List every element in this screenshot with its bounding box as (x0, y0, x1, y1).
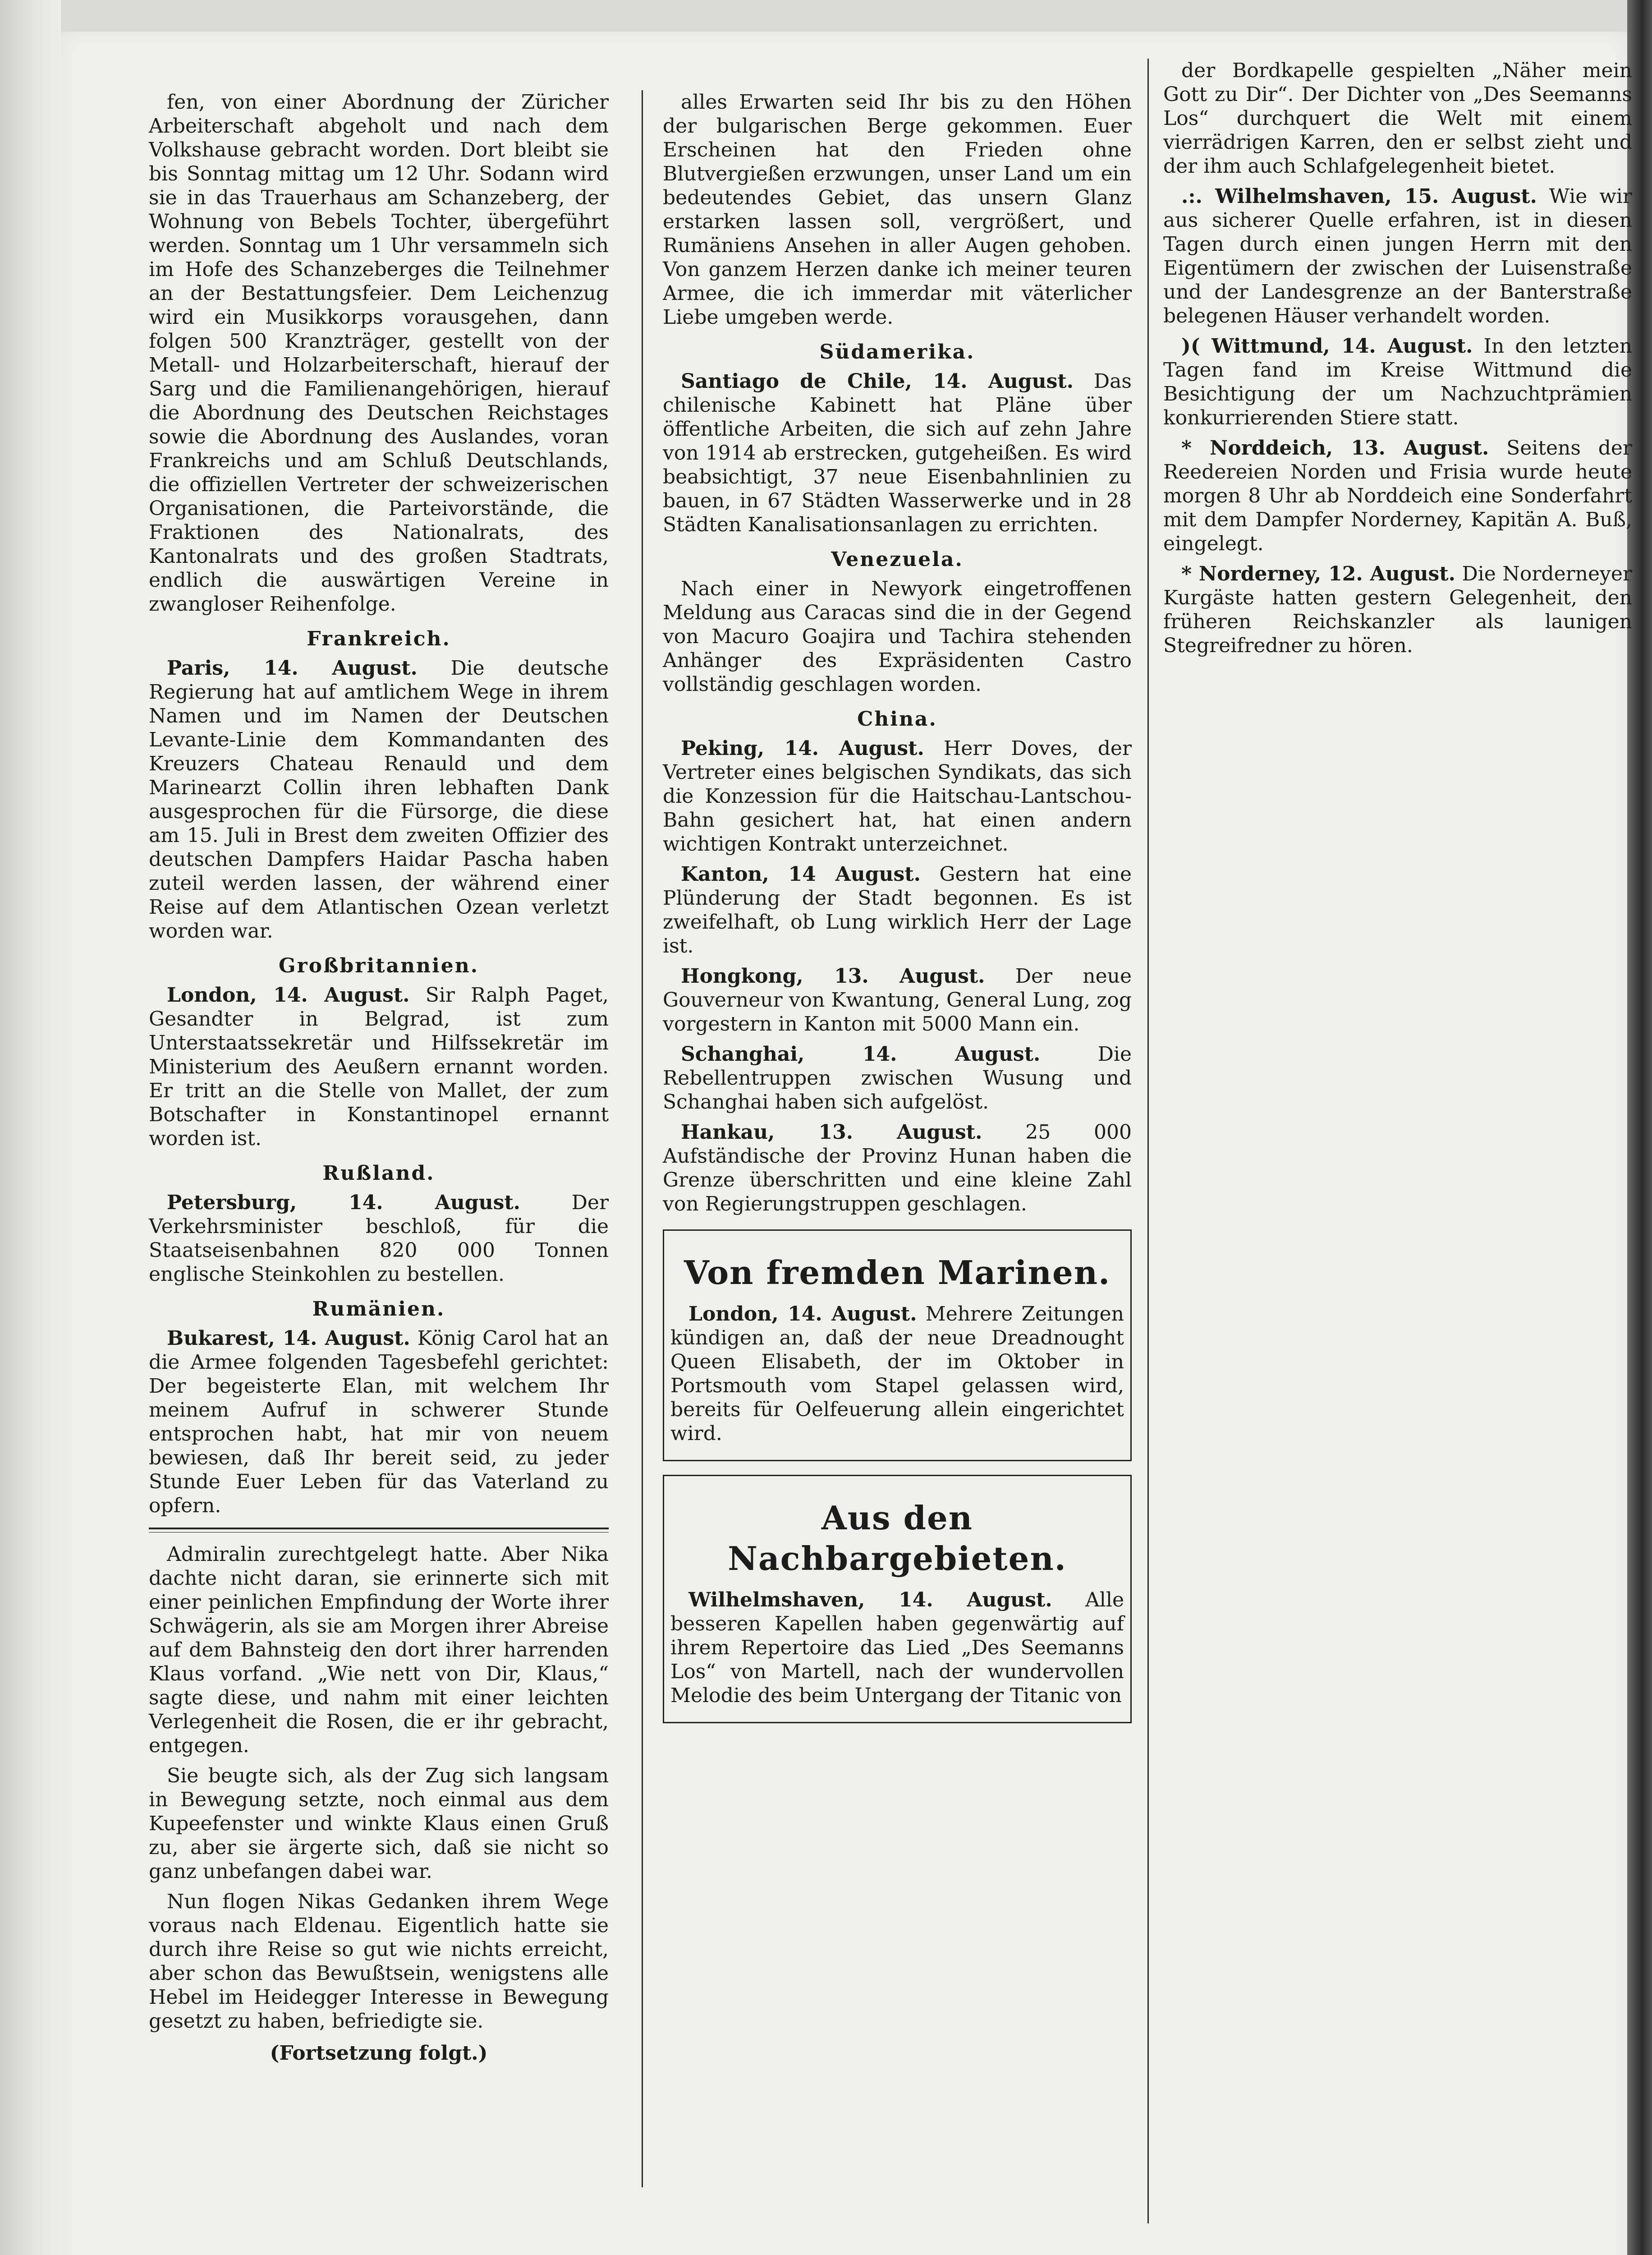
continued-note: (Fortsetzung folgt.) (270, 2042, 488, 2065)
heading-marine: Von fremden Marinen. (684, 1253, 1111, 1292)
text-wittmund: In den letzten Tagen fand im Kreise Wittmund die Besichtigung der um Nachzuchtprämien konkurrierenden Stiere statt. (1163, 335, 1632, 429)
scan-margin-left (0, 0, 61, 2255)
text-santiago: Das chilenische Kabinett hat Pläne über öffentliche Arbeiten, die sich auf zehn Jahre von 1914 ab erstrecken, gutgeheißen. Es wird beabsichtigt, 37 neue Eisenbahnlinien zu bauen, in 67 Städten Wasserwerke und in 28 Städten Kanalisationsanlagen zu errichten. (663, 370, 1132, 536)
article-schanghai (663, 1042, 1132, 1114)
heading-romania: Rumänien. (312, 1298, 445, 1321)
column-2 (663, 90, 1132, 2210)
text-wilhelmshaven: Alle besseren Kapellen haben gegenwärtig auf ihrem Repertoire das Lied „Des Seemanns Los“ von Martell, nach der wundervollen Melodie des beim Untergang der Titanic von (670, 1588, 1124, 1707)
article-norddeich (1163, 436, 1632, 556)
article-santiago (663, 369, 1132, 537)
heading-france: Frankreich. (307, 627, 451, 650)
text-norddeich: Seitens der Reedereien Norden und Frisia wurde heute morgen 8 Uhr ab Norddeich eine Sonderfahrt mit dem Dampfer Norderney, Kapitän A. Buß, eingelegt. (1163, 437, 1632, 555)
dateline-wilhelmshaven-2: .:. Wilhelmshaven, 15. August. (1181, 185, 1537, 208)
lead-paragraph: der Bordkapelle gespielten „Näher mein Gott zu Dir“. Der Dichter von „Des Seemanns Los“ durchquert die Welt mit einem vierrädrigen Karren, den er selbst zieht und der ihm auch Schlafgelegenheit bietet. (1163, 59, 1632, 178)
text-london: Sir Ralph Paget, Gesandter in Belgrad, ist zum Unterstaatssekretär und Hilfssekretär im Ministerium des Aeußern ernannt worden. Er tritt an die Stelle von Mallet, der zum Botschafter in Konstantinopel ernannt worden ist. (149, 984, 609, 1150)
text-petersburg: Der Verkehrsminister beschloß, für die Staatseisenbahnen 820 000 Tonnen englische Steinkohlen zu bestellen. (149, 1191, 609, 1286)
dateline-norderney: * Norderney, 12. August. (1181, 562, 1455, 585)
column-rule (642, 90, 643, 2187)
lead-paragraph: alles Erwarten seid Ihr bis zu den Höhen der bulgarischen Berge gekommen. Euer Erscheinen hat den Frieden ohne Blutvergießen erzwungen, unser Land um ein bedeutendes Gebiet, das unsern Glanz erstarken lassen soll, vergrößert, und Rumäniens Ansehen in aller Augen gehoben. Von ganzem Herzen danke ich meiner teuren Armee, die ich immerdar mit väterlicher Liebe umgeben werde. (663, 91, 1132, 329)
article-wittmund (1163, 334, 1632, 430)
article-norderney (1163, 562, 1632, 658)
article-hongkong (663, 964, 1132, 1036)
article-marine (670, 1302, 1124, 1445)
dateline-schanghai: Schanghai, 14. August. (681, 1043, 1041, 1066)
text-hongkong: Der neue Gouverneur von Kwantung, General Lung, zog vorgestern in Kanton mit 5000 Mann ein. (663, 965, 1132, 1035)
text-peking: Herr Doves, der Vertreter eines belgischen Syndikats, das sich die Konzession für die Haitschau-Lantschou-Bahn gesichert hat, hat einen andern wichtigen Kontrakt unterzeichnet. (663, 737, 1132, 856)
dateline-marine: London, 14. August. (688, 1302, 917, 1325)
dateline-petersburg: Petersburg, 14. August. (167, 1191, 520, 1214)
newspaper-page (61, 32, 1632, 2255)
heading-south-america: Südamerika. (819, 341, 975, 364)
article-london (149, 983, 609, 1151)
dateline-wilhelmshaven: Wilhelmshaven, 14. August. (688, 1588, 1052, 1611)
article-wilhelmshaven (670, 1588, 1124, 1707)
text-bukarest: König Carol hat an die Armee folgenden Tagesbefehl gerichtet: Der begeisterte Elan, mit welchem Ihr meinem Aufruf in schwerer Stunde entsprochen habt, hat mir von neuem bewiesen, daß Ihr bereit seid, zu jeder Stunde Euer Leben für das Vaterland zu opfern. (149, 1327, 609, 1517)
text-hankau: 25 000 Aufständische der Provinz Hunan haben die Grenze überschritten und eine kleine Zahl von Regierungstruppen geschlagen. (663, 1121, 1132, 1215)
nachbar-box (663, 1475, 1132, 1723)
dateline-norddeich: * Norddeich, 13. August. (1181, 437, 1489, 460)
dateline-hongkong: Hongkong, 13. August. (681, 965, 985, 988)
dateline-paris: Paris, 14. August. (167, 657, 418, 680)
heading-nachbargebiete: Aus den Nachbargebieten. (728, 1499, 1067, 1578)
heading-britain: Großbritannien. (278, 954, 479, 977)
marine-box (663, 1229, 1132, 1461)
heading-russia: Rußland. (322, 1162, 435, 1185)
text-marine: Mehrere Zeitungen kündigen an, daß der neue Dreadnought Queen Elisabeth, der im Oktober in Portsmouth vom Stapel gelassen wird, bereits für Oelfeuerung allein eingerichtet wird. (670, 1302, 1124, 1445)
serial-paragraph: Admiralin zurechtgelegt hatte. Aber Nika dachte nicht daran, sie erinnerte sich mit einer peinlichen Empfindung der Worte ihrer Schwägerin, als sie am Morgen ihrer Abreise auf dem Bahnsteig den dort ihrer harrenden Klaus vorfand. „Wie nett von Dir, Klaus,“ sagte diese, und nahm mit einer leichten Verlegenheit die Rosen, die er ihr gebracht, entgegen. (149, 1543, 609, 1757)
text-paris: Die deutsche Regierung hat auf amtlichem Wege in ihrem Namen und im Namen der Deutschen Levante-Linie dem Kommandanten des Kreuzers Chateau Renauld und dem Marinearzt Collin ihren lebhaften Dank ausgesprochen für die Fürsorge, die diese am 15. Juli in Brest dem zweiten Offizier des deutschen Dampfers Haidar Pascha haben zuteil werden lassen, der während einer Reise auf dem Atlantischen Ozean verletzt worden war. (149, 657, 609, 943)
column-1 (149, 90, 609, 2219)
text-schanghai: Die Rebellentruppen zwischen Wusung und Schanghai haben sich aufgelöst. (663, 1043, 1132, 1114)
dateline-hankau: Hankau, 13. August. (681, 1121, 982, 1144)
heading-venezuela: Venezuela. (831, 548, 964, 571)
column-rule (1147, 59, 1149, 2223)
dateline-wittmund: )( Wittmund, 14. August. (1181, 335, 1473, 358)
serial-paragraph: Nun flogen Nikas Gedanken ihrem Wege voraus nach Eldenau. Eigentlich hatte sie durch ihre Reise so gut wie nichts erreicht, aber schon das Bewußtsein, wenigstens alle Hebel im Heidegger Interesse in Bewegung gesetzt zu haben, befriedigte sie. (149, 1890, 609, 2033)
article-kanton (663, 862, 1132, 958)
column-3 (1163, 59, 1632, 2255)
heading-china: China. (857, 708, 937, 731)
dateline-peking: Peking, 14. August. (681, 737, 924, 760)
dateline-santiago: Santiago de Chile, 14. August. (681, 370, 1074, 393)
article-peking (663, 736, 1132, 856)
article-venezuela: Nach einer in Newyork eingetroffenen Meldung aus Caracas sind die in der Gegend von Macuro Goajira und Tachira stehenden Anhänger des Expräsidenten Castro vollständig geschlagen worden. (663, 577, 1132, 696)
section-divider (149, 1528, 609, 1532)
article-hankau (663, 1120, 1132, 1216)
article-paris (149, 656, 609, 943)
text-wilhelmshaven-2: Wie wir aus sicherer Quelle erfahren, ist in diesen Tagen durch einen jungen Herrn mit den Eigentümern der zwischen der Luisenstraße und der Landesgrenze an der Banterstraße belegenen Häuser verhandelt worden. (1163, 185, 1632, 327)
lead-paragraph: fen, von einer Abordnung der Züricher Arbeiterschaft abgeholt und nach dem Volkshause gebracht worden. Dort bleibt sie bis Sonntag mittag um 12 Uhr. Sodann wird sie in das Trauerhaus am Schanzeberg, der Wohnung von Bebels Tochter, übergeführt werden. Sonntag um 1 Uhr versammeln sich im Hofe des Schanzeberges die Teilnehmer an der Bestattungsfeier. Dem Leichenzug wird ein Musikkorps vorausgehen, dann folgen 500 Kranzträger, gestellt von der Metall- und Holzarbeiterschaft, hierauf der Sarg und die Familienangehörigen, hierauf die Abordnung des Deutschen Reichstages sowie die Abordnung des Auslandes, voran Frankreichs und am Schluß Deutschlands, die offiziellen Vertreter der schweizerischen Organisationen, die Parteivorstände, die Fraktionen des Nationalrats, des Kantonalrats und des großen Stadtrats, endlich die auswärtigen Vereine in zwangloser Reihenfolge. (149, 91, 609, 616)
serial-paragraph: Sie beugte sich, als der Zug sich langsam in Bewegung setzte, noch einmal aus dem Kupeefenster und winkte Klaus einen Gruß zu, aber sie ärgerte sich, daß sie nicht so ganz unbefangen dabei war. (149, 1764, 609, 1883)
article-petersburg (149, 1191, 609, 1286)
text-norderney: Die Norderneyer Kurgäste hatten gestern Gelegenheit, den früheren Reichskanzler als launigen Stegreifredner zu hören. (1163, 562, 1632, 657)
article-wilhelmshaven-2 (1163, 184, 1632, 328)
dateline-kanton: Kanton, 14 August. (681, 863, 921, 886)
dateline-london: London, 14. August. (167, 984, 410, 1007)
dateline-bukarest: Bukarest, 14. August. (167, 1327, 410, 1350)
text-kanton: Gestern hat eine Plünderung der Stadt begonnen. Es ist zweifelhaft, ob Lung wirklich Herr der Lage ist. (663, 863, 1132, 957)
article-bukarest (149, 1326, 609, 1518)
